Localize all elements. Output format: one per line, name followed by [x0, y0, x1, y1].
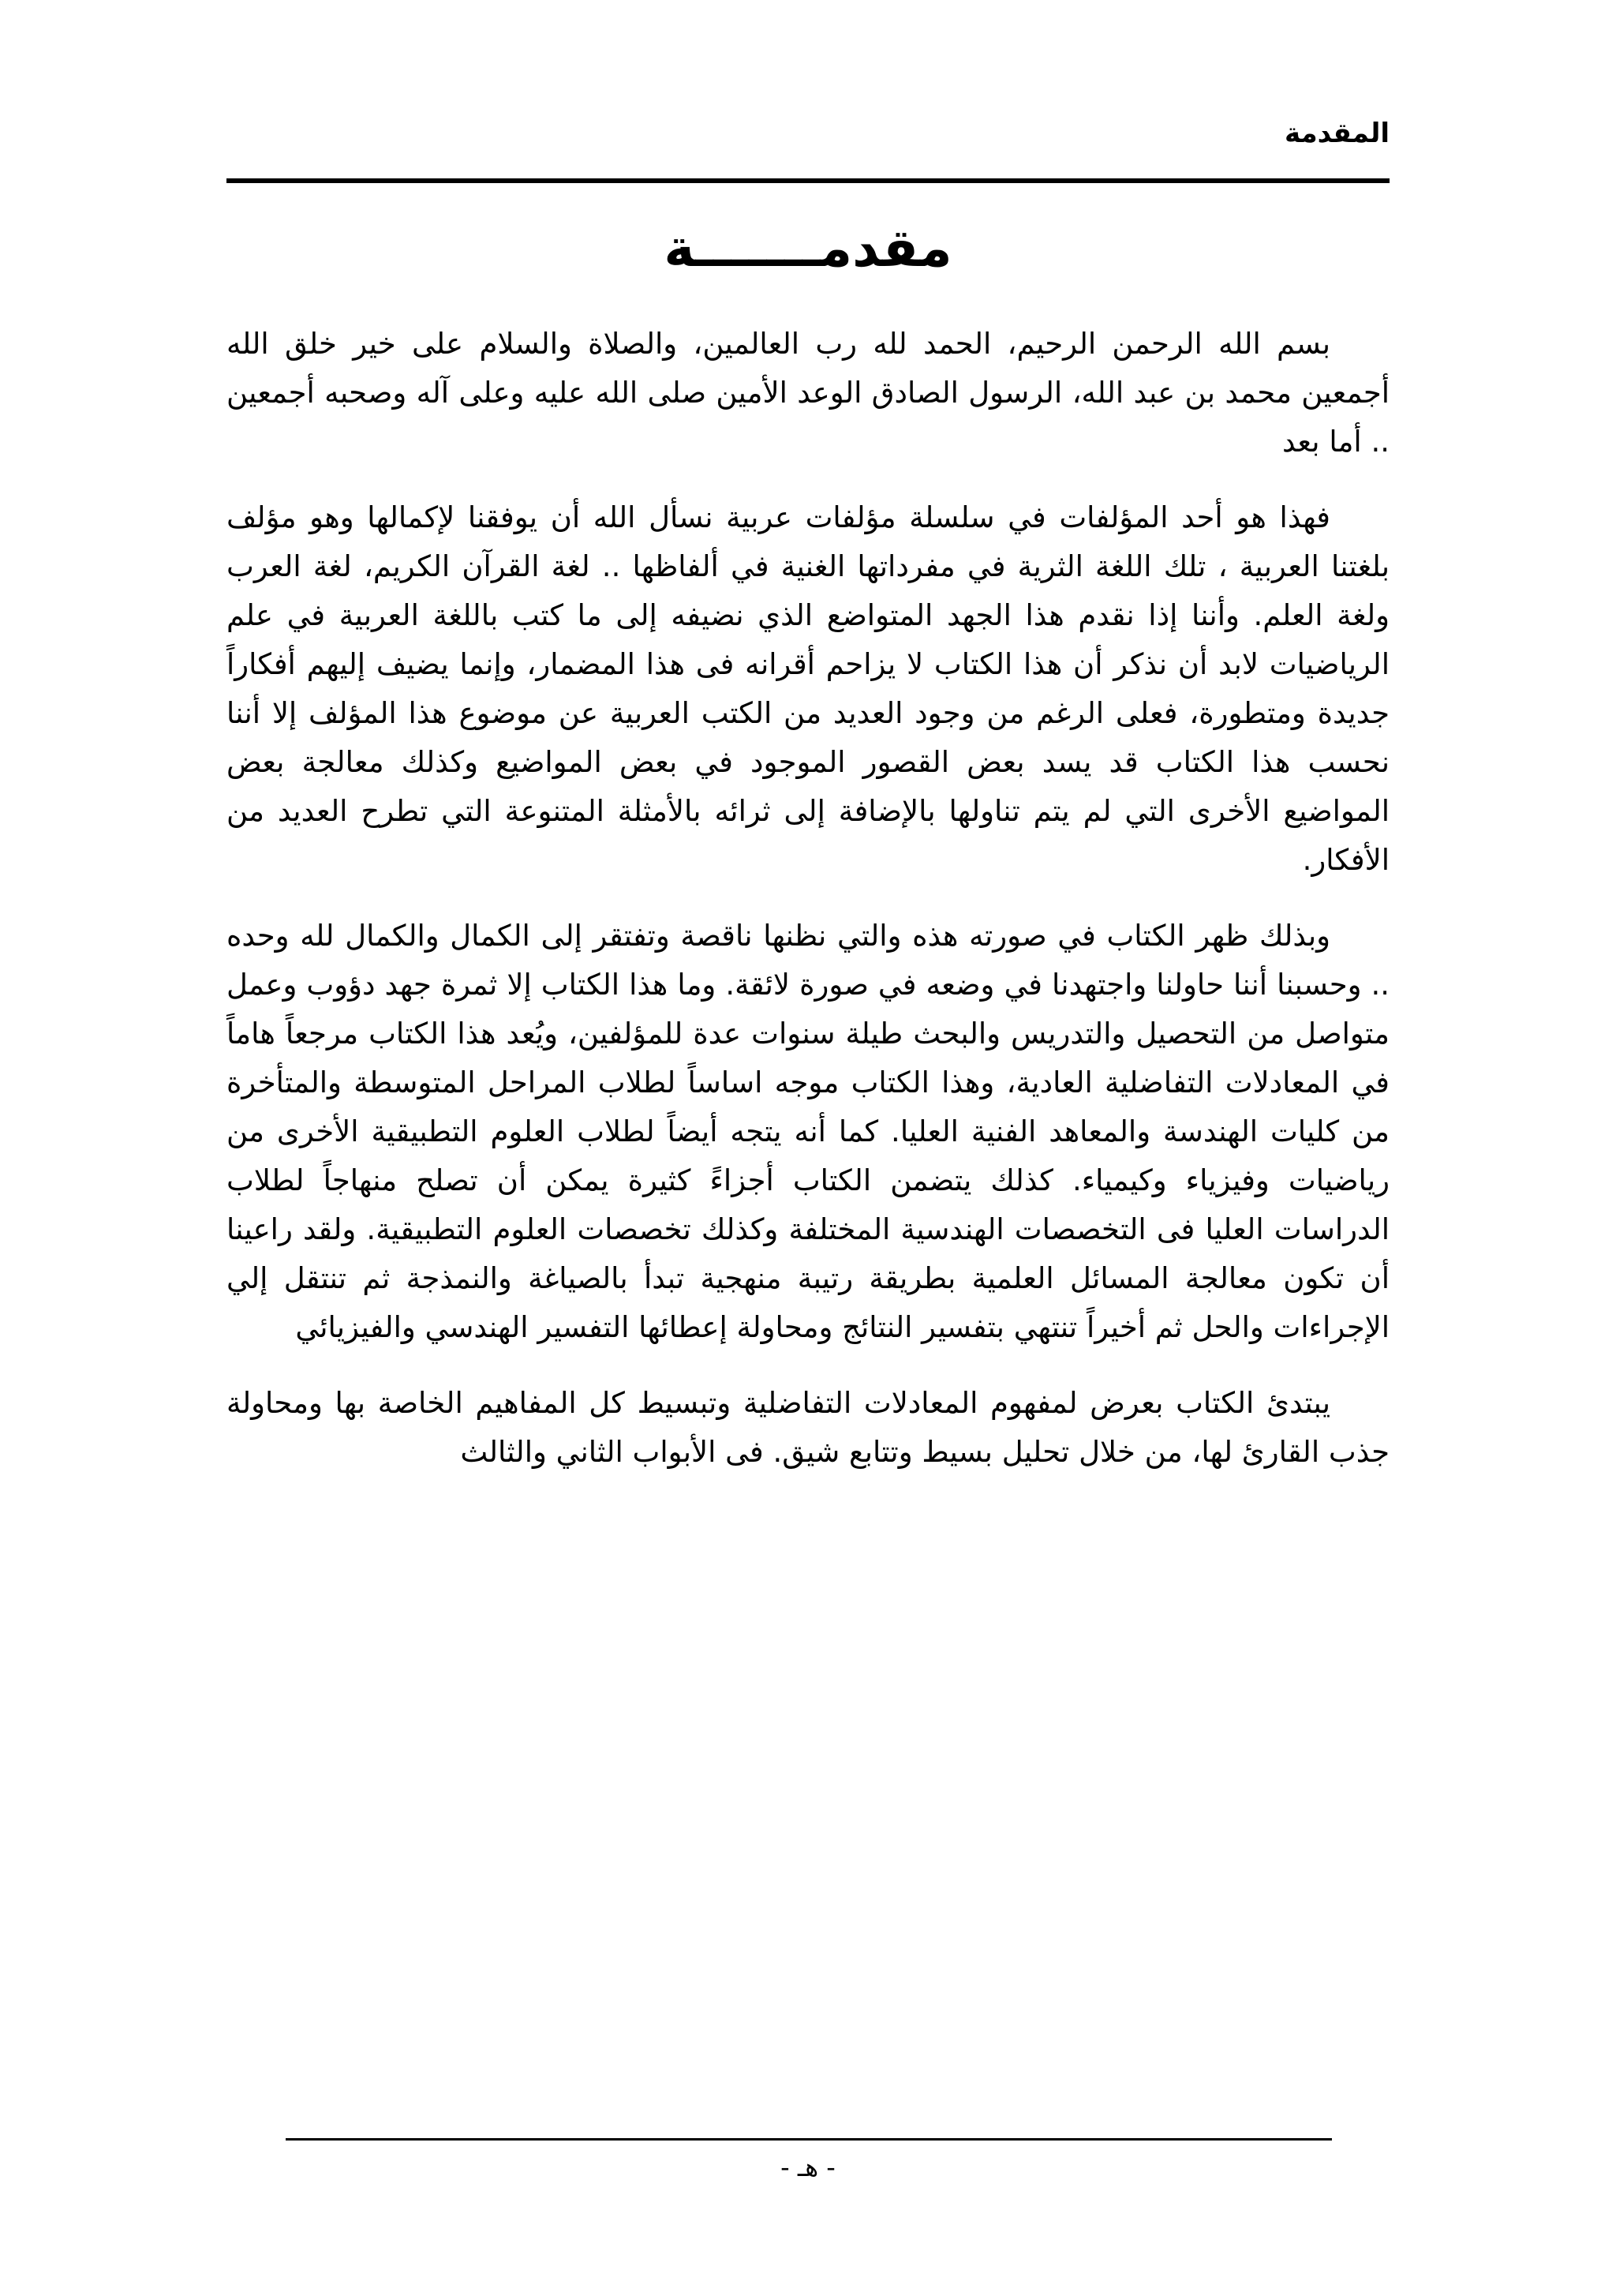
body-text — [226, 320, 1390, 1504]
paragraph-3: وبذلك ظهر الكتاب في صورته هذه والتي نظنها ناقصة وتفتقر إلى الكمال والكمال لله وحده .. وحسبنا أننا حاولنا واجتهدنا في وضعه في صورة لائقة. وما هذا الكتاب إلا ثمرة جهد دؤوب وعمل متواصل من التحصيل والتدريس والبحث طيلة سنوات عدة للمؤلفين، ويُعد هذا الكتاب مرجعاً هاماً في المعادلات التفاضلية العادية، وهذا الكتاب موجه اساساً لطلاب المراحل المتوسطة والمتأخرة من كليات الهندسة والمعاهد الفنية العليا. كما أنه يتجه أيضاً لطلاب العلوم التطبيقية الأخرى من رياضيات وفيزياء وكيمياء. كذلك يتضمن الكتاب أجزاءً كثيرة يمكن أن تصلح منهاجاً لطلاب الدراسات العليا فى التخصصات الهندسية المختلفة وكذلك تخصصات العلوم التطبيقية. ولقد راعينا أن تكون معالجة المسائل العلمية بطريقة رتيبة منهجية تبدأ بالصياغة والنمذجة ثم تنتقل إلي الإجراءات والحل ثم أخيراً تنتهي بتفسير النتائج ومحاولة إعطائها التفسير الهندسي والفيزيائي — [226, 919, 1390, 1344]
footer-rule — [286, 2138, 1332, 2141]
running-header: المقدمة — [1285, 118, 1390, 149]
paragraph-4: يبتدئ الكتاب بعرض لمفهوم المعادلات التفاضلية وتبسيط كل المفاهيم الخاصة بها ومحاولة جذب القارئ لها، من خلال تحليل بسيط وتتابع شيق. فى الأبواب الثاني والثالث — [226, 1386, 1390, 1469]
paragraph-1: بسم الله الرحمن الرحيم، الحمد لله رب العالمين، والصلاة والسلام على خير خلق الله أجمعين محمد بن عبد الله، الرسول الصادق الوعد الأمين صلى الله عليه وعلى آله وصحبه أجمعين .. أما بعد — [226, 327, 1390, 459]
page-number: - هـ - — [780, 2152, 836, 2182]
page-title: مقدمـــــــة — [664, 218, 952, 279]
paragraph-2: فهذا هو أحد المؤلفات في سلسلة مؤلفات عربية نسأل الله أن يوفقنا لإكمالها وهو مؤلف بلغتنا العربية ، تلك اللغة الثرية في مفرداتها الغنية في ألفاظها .. لغة القرآن الكريم، لغة العرب ولغة العلم. وأننا إذا نقدم هذا الجهد المتواضع الذي نضيفه إلى ما كتب باللغة العربية في علم الرياضيات لابد أن نذكر أن هذا الكتاب لا يزاحم أقرانه فى هذا المضمار، وإنما يضيف إليهم أفكاراً جديدة ومتطورة، فعلى الرغم من وجود العديد من الكتب العربية عن موضوع هذا المؤلف إلا أننا نحسب هذا الكتاب قد يسد بعض القصور الموجود في بعض المواضيع وكذلك معالجة بعض المواضيع الأخرى التي لم يتم تناولها بالإضافة إلى ثرائه بالأمثلة المتنوعة التي تطرح العديد من الأفكار. — [226, 500, 1390, 877]
header-rule — [226, 178, 1390, 183]
